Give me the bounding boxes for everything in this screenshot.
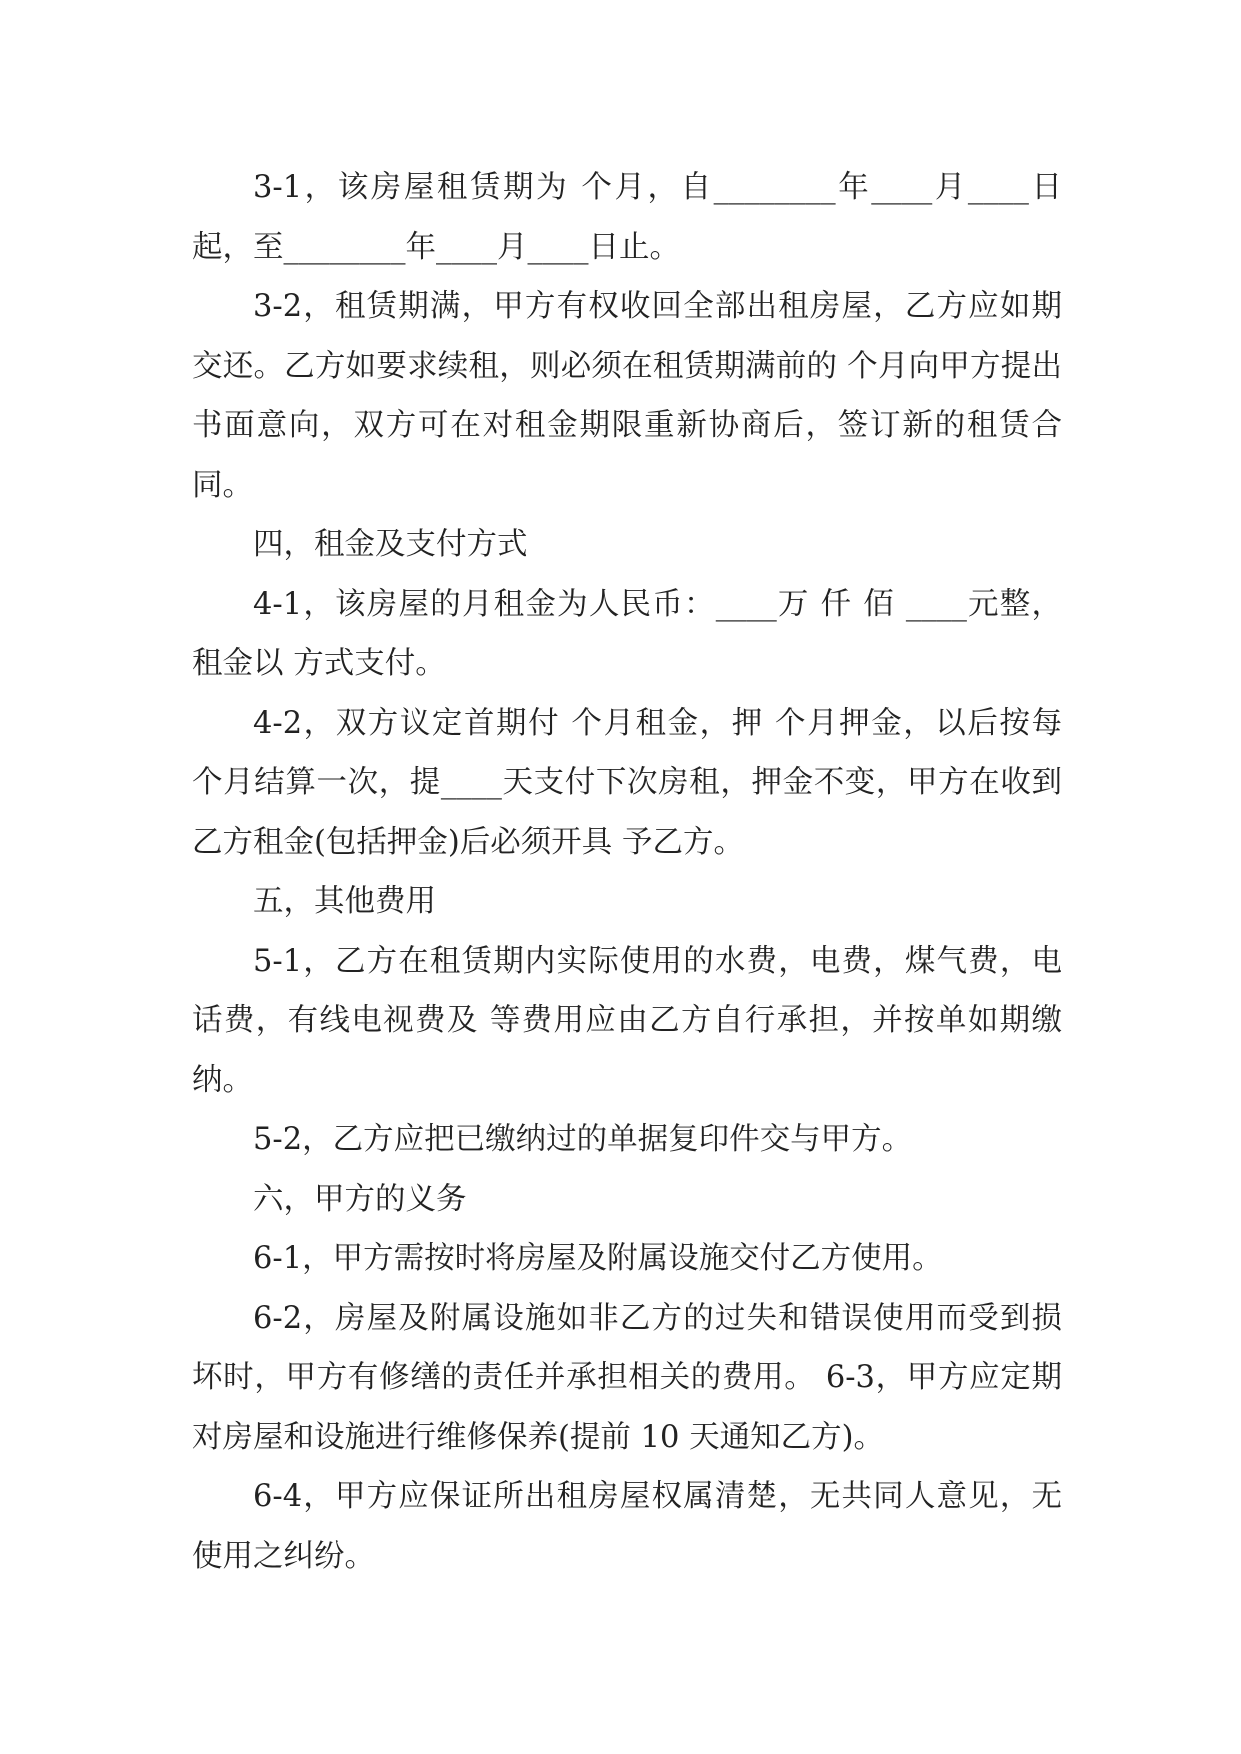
section-heading-landlord-duties: 六，甲方的义务 [253,1181,467,1217]
clause-6-1: 6-1，甲方需按时将房屋及附属设施交付乙方使用。 [253,1241,943,1276]
clause-5-2: 5-2，乙方应把已缴纳过的单据复印件交与甲方。 [253,1122,913,1157]
clause-3-2: 3-2，租赁期满，甲方有权收回全部出租房屋，乙方应如期交还。乙方如要求续租，则必须在租赁期满前的 个月向甲方提出书面意向，双方可在对租金期限重新协商后，签订新的租赁合同。 [192,289,1062,503]
clause-3-1: 3-1，该房屋租赁期为 个月，自________年____月____日起，至________年____月____日止。 [192,170,1062,265]
clause-5-1: 5-1，乙方在租赁期内实际使用的水费，电费，煤气费，电话费，有线电视费及 等费用应由乙方自行承担，并按单如期缴纳。 [192,943,1062,1098]
clause-6-2-6-3: 6-2，房屋及附属设施如非乙方的过失和错误使用而受到损坏时，甲方有修缮的责任并承担相关的费用。 6-3，甲方应定期对房屋和设施进行维修保养(提前 10 天通知乙方)。 [192,1300,1062,1455]
document-page [192,158,1072,1586]
clause-4-1: 4-1，该房屋的月租金为人民币：____万 仟 佰 ____元整，租金以 方式支付。 [192,586,1062,681]
section-heading-other-fees: 五，其他费用 [253,884,436,919]
section-heading-rent: 四，租金及支付方式 [253,527,528,562]
clause-4-2: 4-2，双方议定首期付 个月租金，押 个月押金，以后按每 个月结算一次，提____天支付下次房租，押金不变，甲方在收到乙方租金(包括押金)后必须开具 予乙方。 [192,705,1072,860]
clause-6-4: 6-4，甲方应保证所出租房屋权属清楚，无共同人意见，无使用之纠纷。 [192,1479,1062,1574]
